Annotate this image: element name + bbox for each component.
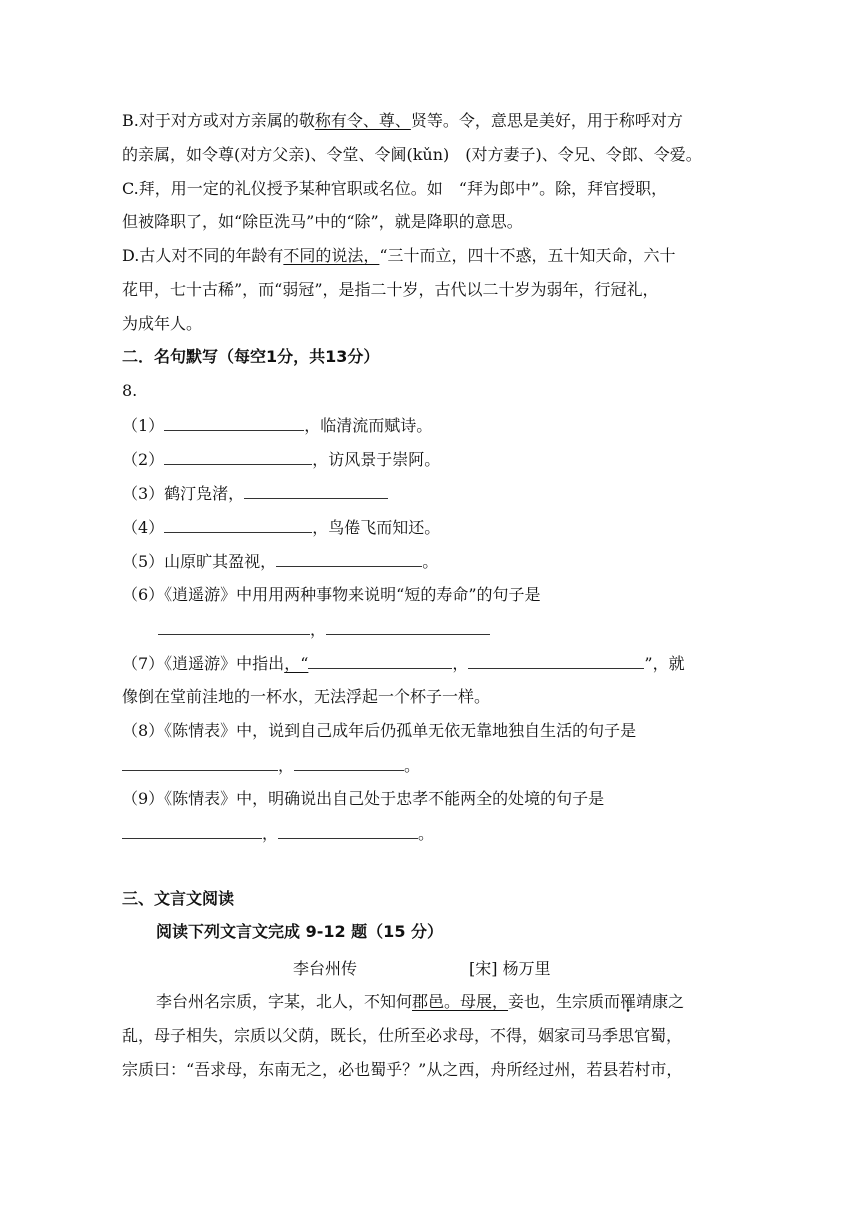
option-d-text: D.古人对不同的年龄有 xyxy=(122,246,284,265)
fill-item-text: ，访风景于崇阿。 xyxy=(312,450,441,469)
fill-item-3 xyxy=(122,482,388,505)
option-d-line-1 xyxy=(122,245,676,267)
fill-item-8-prompt: （8）《陈情表》中，说到自己成年后仍孤单无依无靠地独自生活的句子是 xyxy=(122,721,637,740)
fill-item-4 xyxy=(122,516,440,539)
passage-text: 妾也，生宗质而 xyxy=(508,992,621,1011)
passage-text: 李台州名宗质，字某，北人，不知何 xyxy=(156,992,413,1011)
option-d-underlined: 不同的说法， xyxy=(283,246,380,265)
fill-item-7-line-2: 像倒在堂前洼地的一杯水，无法浮起一个杯子一样。 xyxy=(122,687,491,706)
option-b-text-cont: 贤等。令，意思是美好，用于称呼对方 xyxy=(410,111,683,130)
fill-item-7 xyxy=(122,652,685,675)
fill-item-label: （2） xyxy=(122,450,165,469)
option-b-underlined: 称有令、尊、 xyxy=(314,111,411,130)
separator: ， xyxy=(452,654,469,673)
fill-item-9-blanks xyxy=(122,822,434,845)
answer-blank[interactable] xyxy=(244,482,388,499)
option-c-line-2: 但被降职了，如“除臣洗马”中的“除”，就是降职的意思。 xyxy=(122,212,523,231)
period: 。 xyxy=(418,824,435,843)
section-2-heading: 二．名句默写（每空1分，共13分） xyxy=(122,347,380,366)
fill-item-text: （7）《逍遥游》中指出 xyxy=(122,654,285,673)
option-d-text-cont: “三十而立，四十不惑，五十知天命，六十 xyxy=(379,246,676,265)
fill-item-text: ，临清流而赋诗。 xyxy=(304,416,433,435)
question-number: 8. xyxy=(122,381,138,400)
fill-item-1 xyxy=(122,414,432,437)
answer-blank[interactable] xyxy=(164,516,312,533)
answer-blank[interactable] xyxy=(278,822,418,839)
fill-item-2 xyxy=(122,448,440,471)
passage-line-2: 乱，母子相失，宗质以父荫，既长，仕所至必求母，不得，姻家司马季思官蜀， xyxy=(122,1026,683,1045)
answer-blank[interactable] xyxy=(164,448,312,465)
option-c-line-1: C.拜，用一定的礼仪授予某种官职或名位。如 “拜为郎中”。除，拜官授职， xyxy=(122,179,668,198)
fill-item-5 xyxy=(122,550,438,573)
quote-mark: ，“ xyxy=(284,654,309,673)
period: 。 xyxy=(404,756,421,775)
fill-item-label: （3）鹤汀凫渚， xyxy=(122,484,245,503)
passage-line-1 xyxy=(156,991,684,1013)
answer-blank[interactable] xyxy=(326,618,490,635)
option-d-line-2: 花甲，七十古稀”，而“弱冠”，是指二十岁，古代以二十岁为弱年，行冠礼， xyxy=(122,280,659,299)
passage-author: [宋] 杨万里 xyxy=(469,959,551,978)
answer-blank[interactable] xyxy=(122,822,262,839)
fill-item-label: （4） xyxy=(122,518,165,537)
passage-line-3: 宗质曰：“吾求母，东南无之，必也蜀乎？”从之西，舟所经过州，若县若村市， xyxy=(122,1060,683,1079)
fill-item-9-prompt: （9）《陈情表》中，明确说出自己处于忠孝不能两全的处境的句子是 xyxy=(122,789,605,808)
answer-blank[interactable] xyxy=(308,652,452,669)
fill-item-6-prompt: （6）《逍遥游》中用用两种事物来说明“短的寿命”的句子是 xyxy=(122,585,541,604)
fill-item-label: （5）山原旷其盈视， xyxy=(122,552,277,571)
section-3-heading: 三、文言文阅读 xyxy=(122,889,235,908)
fill-item-text: 。 xyxy=(422,552,439,571)
passage-text: 靖康之 xyxy=(636,992,685,1011)
fill-item-label: （1） xyxy=(122,416,165,435)
fill-item-text: ，鸟倦飞而知还。 xyxy=(312,518,441,537)
fill-item-text: ”，就 xyxy=(644,654,685,673)
separator: ， xyxy=(262,824,279,843)
option-b-line-1 xyxy=(122,110,683,132)
fill-item-8-blanks xyxy=(122,754,420,777)
option-b-text: B.对于对方或对方亲属的敬 xyxy=(122,111,315,130)
emphasis-char: 罹 xyxy=(620,992,637,1011)
passage-title: 李台州传 xyxy=(293,959,358,978)
option-b-line-2: 的亲属，如令尊(对方父亲)、令堂、令阃(kǔn) (对方妻子)、令兄、令郎、令爱。 xyxy=(122,145,702,164)
answer-blank[interactable] xyxy=(276,550,422,567)
option-d-line-3: 为成年人。 xyxy=(122,314,203,333)
passage-underlined: 郡邑。母展， xyxy=(412,992,509,1011)
separator: ， xyxy=(278,756,295,775)
reading-instruction: 阅读下列文言文完成 9-12 题（15 分） xyxy=(156,922,444,941)
answer-blank[interactable] xyxy=(468,652,644,669)
answer-blank[interactable] xyxy=(158,618,310,635)
fill-item-6-blanks xyxy=(158,618,490,641)
separator: ， xyxy=(310,620,327,639)
answer-blank[interactable] xyxy=(294,754,404,771)
answer-blank[interactable] xyxy=(122,754,278,771)
answer-blank[interactable] xyxy=(164,414,304,431)
